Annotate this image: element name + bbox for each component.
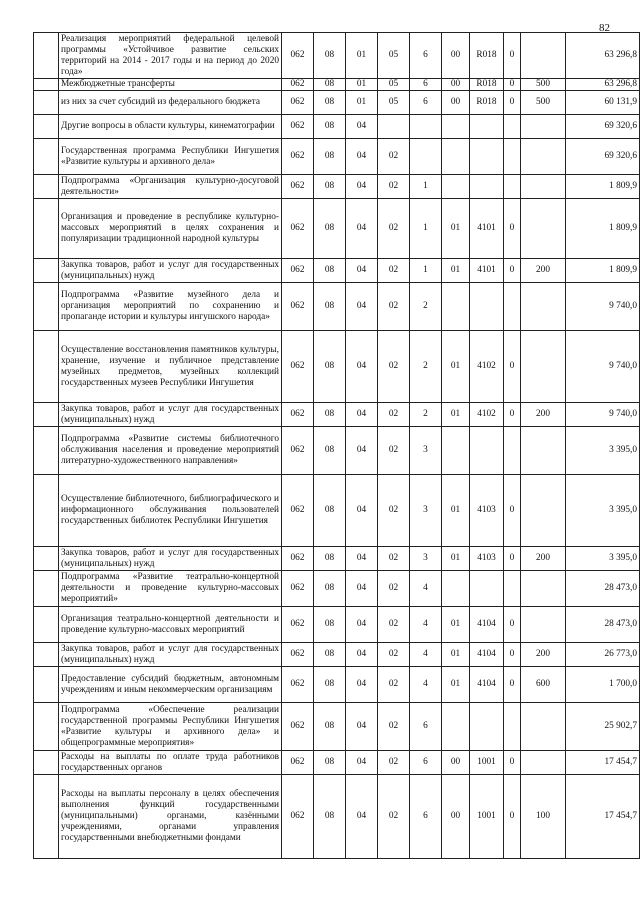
row-section: 08: [314, 547, 346, 571]
row-subsection: 04: [346, 607, 378, 643]
table-row: [34, 571, 640, 607]
row-code: 062: [282, 33, 314, 79]
row-subsection: 04: [346, 775, 378, 859]
row-subprogram: 1: [410, 259, 442, 283]
row-direction-suffix: 0: [504, 547, 521, 571]
row-amount: 60 131,9: [566, 91, 640, 115]
row-section: 08: [314, 115, 346, 139]
row-subsection: 04: [346, 403, 378, 427]
row-expense-type: 200: [521, 403, 566, 427]
row-main-event: 01: [442, 607, 470, 643]
row-amount: 28 473,0: [566, 571, 640, 607]
row-subsection: 04: [346, 751, 378, 775]
row-section: 08: [314, 607, 346, 643]
table-row: [34, 283, 640, 331]
row-direction: 4101: [470, 199, 504, 259]
row-program: [378, 115, 410, 139]
row-direction-suffix: 0: [504, 259, 521, 283]
row-name: Государственная программа Республики Ингушетия «Развитие культуры и архивного дела»: [59, 139, 282, 175]
row-main-event: 00: [442, 79, 470, 91]
row-expense-type: 200: [521, 643, 566, 667]
row-section: 08: [314, 175, 346, 199]
table-row: [34, 547, 640, 571]
row-direction-suffix: [504, 283, 521, 331]
table-row: [34, 751, 640, 775]
row-blank-cell: [34, 571, 59, 607]
row-program: 02: [378, 571, 410, 607]
row-expense-type: [521, 607, 566, 643]
row-direction: 4101: [470, 259, 504, 283]
row-section: 08: [314, 139, 346, 175]
row-amount: 63 296,8: [566, 79, 640, 91]
row-name: Осуществление библиотечного, библиографического и информационного обслуживания пользователей государственных библиотек Республики Ингушетия: [59, 475, 282, 547]
row-subprogram: 6: [410, 751, 442, 775]
row-main-event: [442, 283, 470, 331]
row-blank-cell: [34, 79, 59, 91]
row-expense-type: [521, 175, 566, 199]
row-expense-type: 500: [521, 91, 566, 115]
row-amount: 63 296,8: [566, 33, 640, 79]
row-direction: 4104: [470, 607, 504, 643]
row-program: 05: [378, 91, 410, 115]
row-code: 062: [282, 703, 314, 751]
row-name: Осуществление восстановления памятников культуры, хранение, изучение и публичное представление музейных предметов, музейных коллекций государственных музеев Республики Ингушетия: [59, 331, 282, 403]
row-subprogram: 1: [410, 199, 442, 259]
row-subsection: 04: [346, 175, 378, 199]
row-program: 02: [378, 331, 410, 403]
row-blank-cell: [34, 199, 59, 259]
row-code: 062: [282, 475, 314, 547]
row-direction: 1001: [470, 775, 504, 859]
table-row: [34, 607, 640, 643]
row-program: 02: [378, 475, 410, 547]
row-main-event: 00: [442, 775, 470, 859]
row-direction-suffix: 0: [504, 91, 521, 115]
row-expense-type: [521, 139, 566, 175]
row-amount: 1 809,9: [566, 175, 640, 199]
row-program: 02: [378, 427, 410, 475]
row-name: Реализация мероприятий федеральной целевой программы «Устойчивое развитие сельских территорий на 2014 - 2017 годы и на период до 2020 года»: [59, 33, 282, 79]
table-row: [34, 115, 640, 139]
row-expense-type: [521, 571, 566, 607]
row-direction-suffix: 0: [504, 79, 521, 91]
table-row: [34, 331, 640, 403]
row-name: Подпрограмма «Развитие музейного дела и организация мероприятий по сохранению и пропаганде истории и культуры ингушского народа»: [59, 283, 282, 331]
row-amount: 1 809,9: [566, 259, 640, 283]
row-blank-cell: [34, 607, 59, 643]
row-expense-type: [521, 115, 566, 139]
row-blank-cell: [34, 115, 59, 139]
row-expense-type: [521, 199, 566, 259]
row-section: 08: [314, 199, 346, 259]
row-main-event: 01: [442, 547, 470, 571]
row-amount: 9 740,0: [566, 283, 640, 331]
row-subsection: 04: [346, 427, 378, 475]
row-code: 062: [282, 667, 314, 703]
row-direction-suffix: 0: [504, 751, 521, 775]
row-name: Подпрограмма «Развитие театрально-концертной деятельности и проведение культурно-массовых мероприятий»: [59, 571, 282, 607]
row-blank-cell: [34, 91, 59, 115]
table-row: [34, 703, 640, 751]
row-program: 02: [378, 775, 410, 859]
row-direction: 4103: [470, 547, 504, 571]
row-amount: 69 320,6: [566, 139, 640, 175]
row-code: 062: [282, 283, 314, 331]
row-amount: 17 454,7: [566, 751, 640, 775]
row-subsection: 04: [346, 475, 378, 547]
row-name: Межбюджетные трансферты: [59, 79, 282, 91]
row-amount: 9 740,0: [566, 403, 640, 427]
row-main-event: 00: [442, 751, 470, 775]
row-direction-suffix: 0: [504, 607, 521, 643]
row-subprogram: 4: [410, 643, 442, 667]
table-row: [34, 259, 640, 283]
row-blank-cell: [34, 259, 59, 283]
row-main-event: [442, 115, 470, 139]
row-direction: [470, 115, 504, 139]
row-main-event: 01: [442, 259, 470, 283]
row-expense-type: [521, 283, 566, 331]
row-subsection: 01: [346, 79, 378, 91]
row-main-event: 00: [442, 91, 470, 115]
row-subsection: 04: [346, 115, 378, 139]
row-code: 062: [282, 643, 314, 667]
row-section: 08: [314, 703, 346, 751]
row-amount: 3 395,0: [566, 475, 640, 547]
row-subsection: 04: [346, 571, 378, 607]
row-blank-cell: [34, 427, 59, 475]
row-direction-suffix: 0: [504, 667, 521, 703]
row-program: 02: [378, 607, 410, 643]
row-subprogram: 4: [410, 667, 442, 703]
row-expense-type: 200: [521, 259, 566, 283]
row-amount: 69 320,6: [566, 115, 640, 139]
row-main-event: 01: [442, 475, 470, 547]
row-main-event: [442, 703, 470, 751]
row-blank-cell: [34, 751, 59, 775]
row-direction: R018: [470, 91, 504, 115]
row-name: Расходы на выплаты персоналу в целях обеспечения выполнения функций государственными (муниципальными) органами, казёнными учреждениями, органами управления государственными внебюджетными фондами: [59, 775, 282, 859]
row-subprogram: 6: [410, 91, 442, 115]
table-row: [34, 91, 640, 115]
row-program: 02: [378, 139, 410, 175]
table-row: [34, 79, 640, 91]
row-subprogram: 6: [410, 775, 442, 859]
table-row: [34, 33, 640, 79]
row-section: 08: [314, 643, 346, 667]
row-code: 062: [282, 91, 314, 115]
row-blank-cell: [34, 775, 59, 859]
table-row: [34, 139, 640, 175]
row-direction-suffix: 0: [504, 475, 521, 547]
row-subsection: 04: [346, 703, 378, 751]
row-name: Закупка товаров, работ и услуг для государственных (муниципальных) нужд: [59, 403, 282, 427]
row-program: 02: [378, 259, 410, 283]
page-number: 82: [599, 22, 610, 34]
row-program: 02: [378, 547, 410, 571]
row-section: 08: [314, 33, 346, 79]
row-subprogram: [410, 115, 442, 139]
row-subprogram: 6: [410, 33, 442, 79]
row-code: 062: [282, 571, 314, 607]
row-direction: 4104: [470, 667, 504, 703]
row-main-event: 01: [442, 331, 470, 403]
row-code: 062: [282, 79, 314, 91]
row-subsection: 04: [346, 139, 378, 175]
row-section: 08: [314, 259, 346, 283]
row-subprogram: 2: [410, 331, 442, 403]
row-code: 062: [282, 175, 314, 199]
row-amount: 25 902,7: [566, 703, 640, 751]
row-direction-suffix: 0: [504, 199, 521, 259]
row-section: 08: [314, 91, 346, 115]
row-direction: [470, 571, 504, 607]
row-amount: 26 773,0: [566, 643, 640, 667]
row-section: 08: [314, 403, 346, 427]
row-direction: 4102: [470, 403, 504, 427]
row-direction-suffix: 0: [504, 403, 521, 427]
row-subprogram: 4: [410, 607, 442, 643]
row-name: Организация театрально-концертной деятельности и проведение культурно-массовых мероприятий: [59, 607, 282, 643]
row-section: 08: [314, 283, 346, 331]
row-amount: 28 473,0: [566, 607, 640, 643]
row-main-event: 00: [442, 33, 470, 79]
row-main-event: [442, 571, 470, 607]
row-subprogram: 1: [410, 175, 442, 199]
row-program: 02: [378, 175, 410, 199]
row-subsection: 01: [346, 33, 378, 79]
row-direction-suffix: 0: [504, 33, 521, 79]
row-subsection: 01: [346, 91, 378, 115]
row-direction-suffix: [504, 139, 521, 175]
row-subsection: 04: [346, 643, 378, 667]
row-blank-cell: [34, 667, 59, 703]
row-program: 02: [378, 283, 410, 331]
table-row: [34, 199, 640, 259]
table-row: [34, 403, 640, 427]
row-subprogram: 6: [410, 79, 442, 91]
table-row: [34, 775, 640, 859]
row-direction: R018: [470, 33, 504, 79]
row-name: Организация и проведение в республике культурно-массовых мероприятий в целях сохранения и популяризации традиционной народной культуры: [59, 199, 282, 259]
row-blank-cell: [34, 331, 59, 403]
table-row: [34, 475, 640, 547]
row-direction: R018: [470, 79, 504, 91]
row-direction-suffix: 0: [504, 643, 521, 667]
row-name: Подпрограмма «Организация культурно-досуговой деятельности»: [59, 175, 282, 199]
row-direction-suffix: [504, 571, 521, 607]
row-main-event: [442, 175, 470, 199]
row-name: Другие вопросы в области культуры, кинематографии: [59, 115, 282, 139]
row-main-event: [442, 139, 470, 175]
row-expense-type: [521, 703, 566, 751]
row-name: Закупка товаров, работ и услуг для государственных (муниципальных) нужд: [59, 259, 282, 283]
row-expense-type: 500: [521, 79, 566, 91]
row-expense-type: 100: [521, 775, 566, 859]
row-program: 02: [378, 703, 410, 751]
row-amount: 1 700,0: [566, 667, 640, 703]
row-blank-cell: [34, 283, 59, 331]
row-main-event: 01: [442, 199, 470, 259]
row-code: 062: [282, 139, 314, 175]
row-section: 08: [314, 475, 346, 547]
row-blank-cell: [34, 175, 59, 199]
row-section: 08: [314, 427, 346, 475]
row-subprogram: 3: [410, 427, 442, 475]
row-expense-type: [521, 33, 566, 79]
row-direction: [470, 427, 504, 475]
row-expense-type: 200: [521, 547, 566, 571]
row-main-event: 01: [442, 643, 470, 667]
row-subsection: 04: [346, 199, 378, 259]
row-expense-type: [521, 331, 566, 403]
row-code: 062: [282, 427, 314, 475]
row-name: из них за счет субсидий из федерального бюджета: [59, 91, 282, 115]
row-expense-type: [521, 427, 566, 475]
row-section: 08: [314, 751, 346, 775]
row-direction-suffix: 0: [504, 331, 521, 403]
row-subprogram: 2: [410, 283, 442, 331]
row-section: 08: [314, 571, 346, 607]
row-direction: 4102: [470, 331, 504, 403]
row-direction-suffix: [504, 175, 521, 199]
row-expense-type: [521, 475, 566, 547]
row-expense-type: 600: [521, 667, 566, 703]
row-section: 08: [314, 775, 346, 859]
row-program: 02: [378, 751, 410, 775]
row-amount: 3 395,0: [566, 547, 640, 571]
row-direction-suffix: [504, 427, 521, 475]
row-main-event: 01: [442, 667, 470, 703]
row-direction-suffix: [504, 703, 521, 751]
row-name: Подпрограмма «Обеспечение реализации государственной программы Республики Ингушетия «Развитие культуры и архивного дела» и общепрограммные мероприятия»: [59, 703, 282, 751]
row-subprogram: 3: [410, 475, 442, 547]
row-amount: 3 395,0: [566, 427, 640, 475]
row-section: 08: [314, 667, 346, 703]
row-direction: 4104: [470, 643, 504, 667]
row-subprogram: 6: [410, 703, 442, 751]
budget-table-body: [34, 33, 640, 859]
table-row: [34, 175, 640, 199]
row-main-event: 01: [442, 403, 470, 427]
row-name: Подпрограмма «Развитие системы библиотечного обслуживания населения и проведение мероприятий литературно-художественного направления»: [59, 427, 282, 475]
row-program: 02: [378, 199, 410, 259]
row-code: 062: [282, 259, 314, 283]
row-main-event: [442, 427, 470, 475]
row-name: Расходы на выплаты по оплате труда работников государственных органов: [59, 751, 282, 775]
row-name: Закупка товаров, работ и услуг для государственных (муниципальных) нужд: [59, 643, 282, 667]
row-name: Предоставление субсидий бюджетным, автономным учреждениям и иным некоммерческим организациям: [59, 667, 282, 703]
row-code: 062: [282, 115, 314, 139]
row-direction: 4103: [470, 475, 504, 547]
row-expense-type: [521, 751, 566, 775]
row-code: 062: [282, 607, 314, 643]
row-direction: [470, 175, 504, 199]
row-program: 05: [378, 79, 410, 91]
row-subprogram: 4: [410, 571, 442, 607]
row-subprogram: 3: [410, 547, 442, 571]
row-code: 062: [282, 403, 314, 427]
row-subsection: 04: [346, 667, 378, 703]
table-row: [34, 667, 640, 703]
row-blank-cell: [34, 139, 59, 175]
row-direction: 1001: [470, 751, 504, 775]
row-blank-cell: [34, 703, 59, 751]
row-subprogram: [410, 139, 442, 175]
row-amount: 17 454,7: [566, 775, 640, 859]
row-subsection: 04: [346, 259, 378, 283]
table-row: [34, 643, 640, 667]
row-program: 02: [378, 667, 410, 703]
row-direction: [470, 139, 504, 175]
row-code: 062: [282, 331, 314, 403]
row-direction: [470, 703, 504, 751]
row-subprogram: 2: [410, 403, 442, 427]
row-code: 062: [282, 199, 314, 259]
row-amount: 9 740,0: [566, 331, 640, 403]
table-row: [34, 427, 640, 475]
row-amount: 1 809,9: [566, 199, 640, 259]
row-code: 062: [282, 751, 314, 775]
budget-table: [33, 32, 640, 859]
row-section: 08: [314, 79, 346, 91]
row-subsection: 04: [346, 283, 378, 331]
row-code: 062: [282, 547, 314, 571]
row-code: 062: [282, 775, 314, 859]
row-blank-cell: [34, 547, 59, 571]
row-blank-cell: [34, 33, 59, 79]
row-blank-cell: [34, 643, 59, 667]
row-blank-cell: [34, 403, 59, 427]
row-section: 08: [314, 331, 346, 403]
row-subsection: 04: [346, 331, 378, 403]
row-direction-suffix: [504, 115, 521, 139]
row-subsection: 04: [346, 547, 378, 571]
row-program: 05: [378, 33, 410, 79]
row-name: Закупка товаров, работ и услуг для государственных (муниципальных) нужд: [59, 547, 282, 571]
row-program: 02: [378, 403, 410, 427]
row-blank-cell: [34, 475, 59, 547]
row-program: 02: [378, 643, 410, 667]
row-direction: [470, 283, 504, 331]
row-direction-suffix: 0: [504, 775, 521, 859]
